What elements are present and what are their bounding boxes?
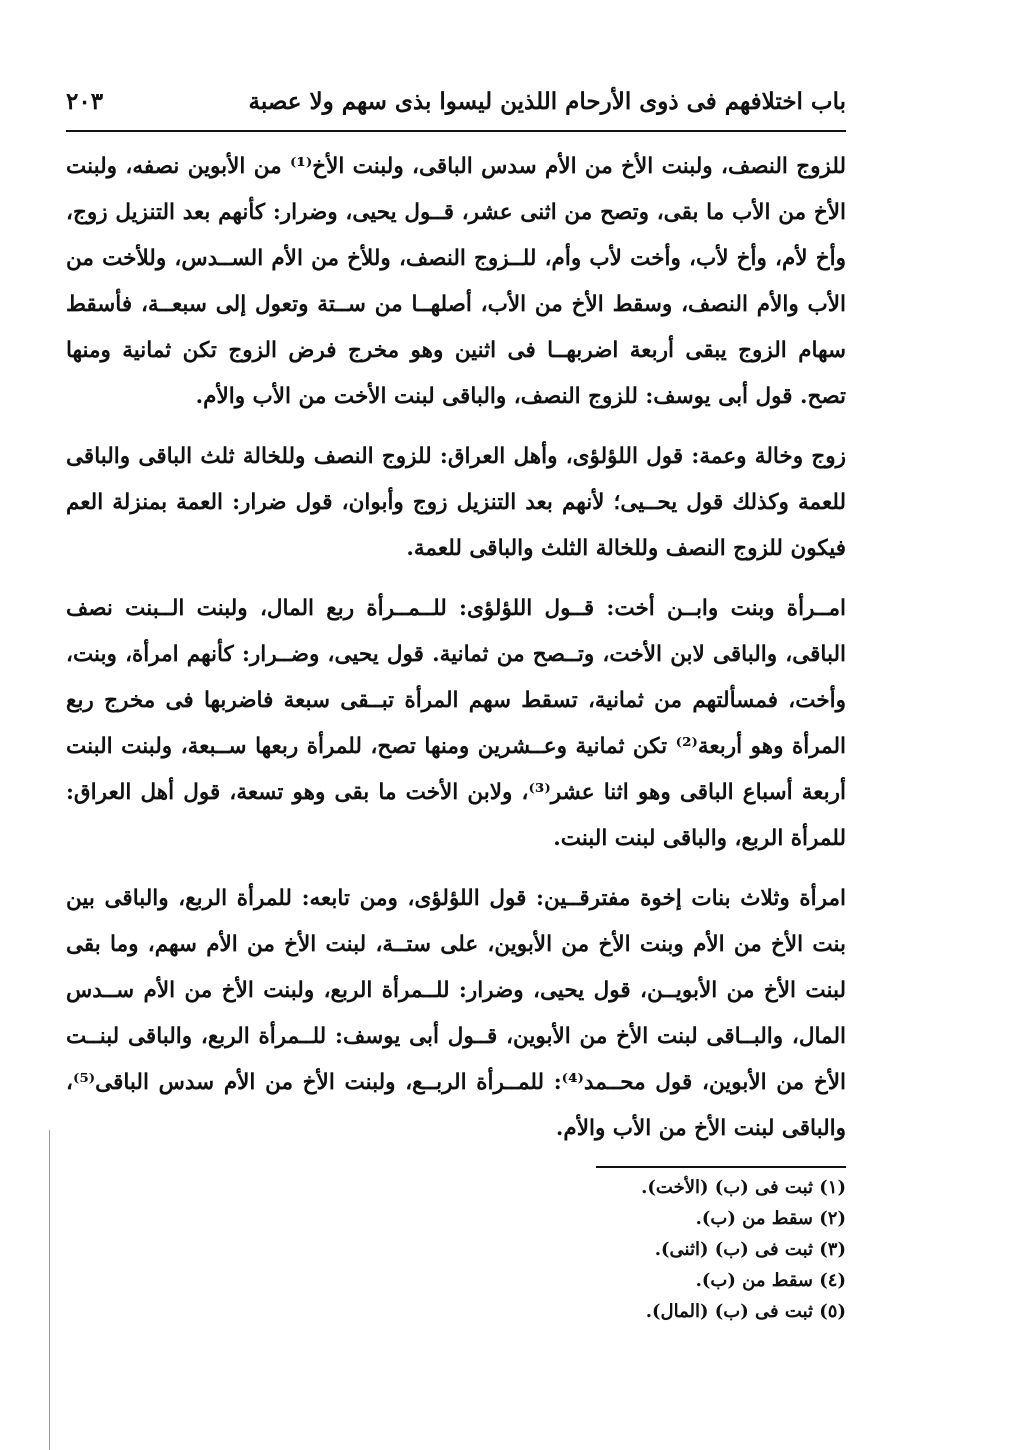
footnotes-section <box>596 1166 846 1327</box>
footnote: (٢) سقط من (ب). <box>695 1208 846 1229</box>
paragraph: امرأة وثلاث بنات إخوة مفترقــين: قول اللؤلؤى، ومن تابعه: للمرأة الربع، والباقى بين بنت الأخ من الأم وبنت الأخ من الأبوين، على ستــة، لبنت الأخ من الأم سهم، وما بقى لبنت الأخ من الأبويــن، قول يحيى، وضرار: للــمرأة الربع، ولبنت الأخ من الأم ســدس المال، والبــاقى لبنت الأخ من الأبوين، قــول أبى يوسف: للــمرأة الربع، والباقى لبنــت الأخ من الأبوين، قول محــمد⁽⁴⁾: للمــرأة الربــع، ولبنت الأخ من الأم سدس الباقى⁽⁵⁾، والباقى لبنت الأخ من الأب والأم. <box>66 886 846 1141</box>
chapter-title: باب اختلافهم فى ذوى الأرحام اللذين ليسوا بذى سهم ولا عصبة <box>248 88 846 115</box>
paragraph: امــرأة وبنت وابــن أخت: قــول اللؤلؤى: للــمــرأة ربع المال، ولبنت الــبنت نصف الباقى، والباقى لابن الأخت، وتــصح من ثمانية. قول يحيى، وضــرار: كأنهم امرأة، وبنت، وأخت، فمسألتهم من ثمانية، تسقط سهم المرأة تبــقى سبعة فاضربها فى مخرج ربع المرأة وهو أربعة⁽²⁾ تكن ثمانية وعــشرين ومنها تصح، للمرأة ربعها ســبعة، ولبنت البنت أربعة أسباع الباقى وهو اثنا عشر⁽³⁾، ولابن الأخت ما بقى وهو تسعة، قول أهل العراق: للمرأة الربع، والباقى لبنت البنت. <box>66 596 847 851</box>
footnote: (٥) ثبت فى (ب) (المال). <box>645 1301 846 1322</box>
book-page <box>66 88 846 1327</box>
footnote: (٣) ثبت فى (ب) (اثنى). <box>654 1239 846 1260</box>
scan-margin-line <box>49 1130 50 1450</box>
footnote: (٤) سقط من (ب). <box>695 1270 846 1291</box>
running-header <box>66 88 846 128</box>
paragraph: للزوج النصف، ولبنت الأخ من الأم سدس الباقى، ولبنت الأخ⁽¹⁾ من الأبوين نصفه، ولبنت الأخ من الأب ما بقى، وتصح من اثنى عشر، قــول يحيى، وضرار: كأنهم بعد التنزيل زوج، وأخ لأم، وأخ لأب، وأخت لأب وأم، للــزوج النصف، وللأخ من الأم الســدس، وللأخت من الأب والأم النصف، وسقط الأخ من الأب، أصلهــا من ســتة وتعول إلى سبعــة، فأسقط سهام الزوج يبقى أربعة اضربهــا فى اثنين وهو مخرج فرض الزوج تكن ثمانية ومنها تصح. قول أبى يوسف: للزوج النصف، والباقى لبنت الأخت من الأب والأم. <box>66 154 847 409</box>
header-rule <box>66 130 846 132</box>
footnote-list <box>596 1172 846 1327</box>
main-text <box>66 144 846 1152</box>
page-number: ٢٠٣ <box>66 88 104 115</box>
footnote: (١) ثبت فى (ب) (الأخت). <box>641 1177 846 1198</box>
paragraph: زوج وخالة وعمة: قول اللؤلؤى، وأهل العراق: للزوج النصف وللخالة ثلث الباقى والباقى للعمة وكذلك قول يحــيى؛ لأنهم بعد التنزيل زوج وأبوان، قول ضرار: العمة بمنزلة العم فيكون للزوج النصف وللخالة الثلث والباقى للعمة. <box>66 444 846 561</box>
